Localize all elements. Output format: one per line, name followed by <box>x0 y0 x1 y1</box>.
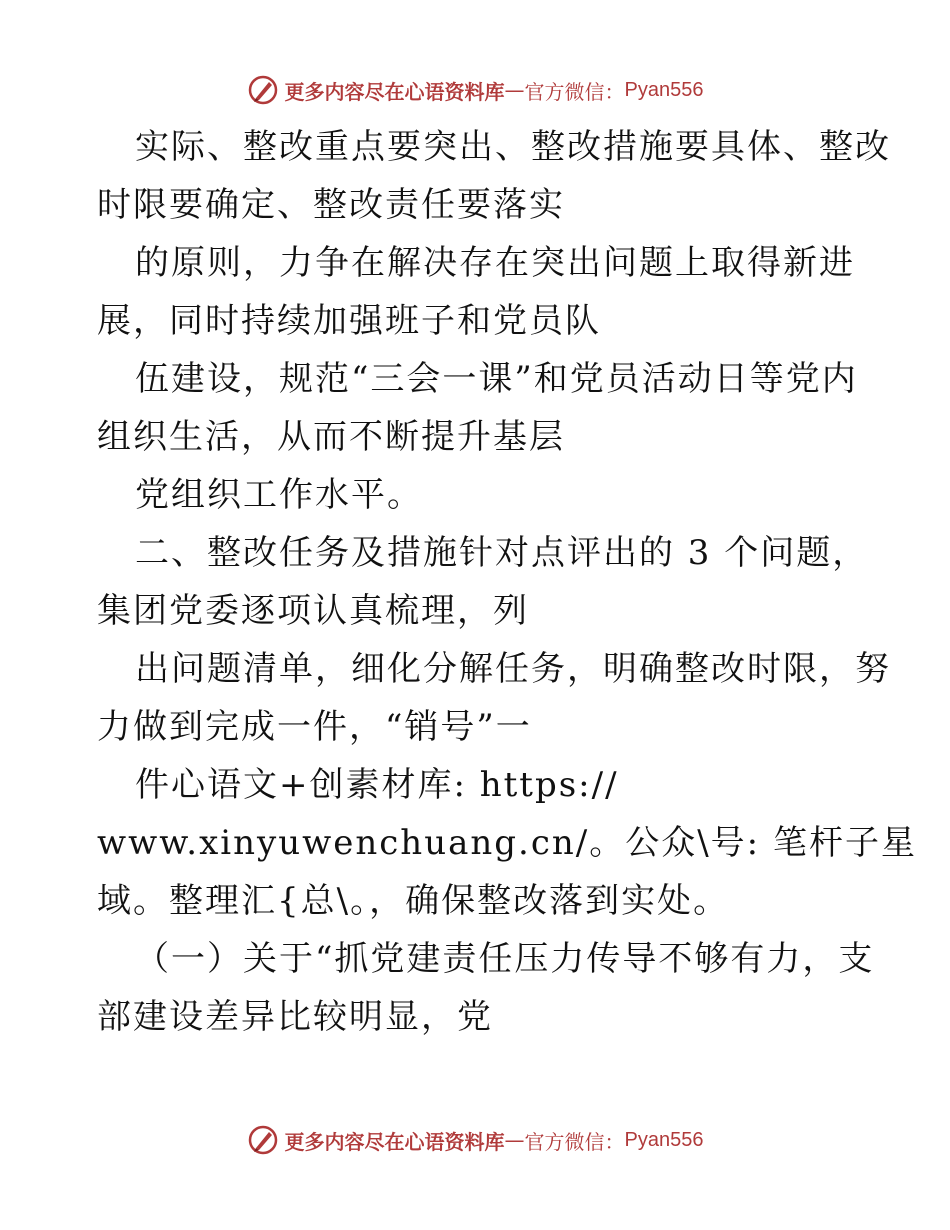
watermark-wechat-id: Pyan556 <box>624 1128 704 1151</box>
watermark-main-text: 更多内容尽在心语资料库 <box>284 1129 505 1154</box>
text-line: 件心语文+创素材库: https:// <box>135 765 619 805</box>
text-line: 实际、整改重点要突出、整改措施要具体、整改 <box>135 127 891 167</box>
text-line: 集团党委逐项认真梳理，列 <box>97 591 529 631</box>
watermark-separator: — <box>504 78 525 102</box>
watermark-wechat-id: Pyan556 <box>624 78 704 101</box>
watermark-main-text: 更多内容尽在心语资料库 <box>284 79 505 104</box>
text-line: 域。整理汇{总\。，确保整改落到实处。 <box>97 881 730 921</box>
text-line: 组织生活，从而不断提升基层 <box>97 417 565 457</box>
text-line: 展，同时持续加强班子和党员队 <box>97 301 601 341</box>
quill-pen-logo-icon <box>247 74 279 106</box>
watermark-wechat-label: 官方微信： <box>524 1129 625 1154</box>
watermark-separator: — <box>504 1128 525 1152</box>
quill-pen-logo-icon <box>247 1124 279 1156</box>
text-line: 力做到完成一件，“销号”一 <box>97 707 532 747</box>
header-watermark <box>0 70 950 110</box>
text-line: 伍建设，规范“三会一课”和党员活动日等党内 <box>135 359 858 399</box>
footer-watermark <box>0 1120 950 1160</box>
text-line: 时限要确定、整改责任要落实 <box>97 185 565 225</box>
document-body <box>97 118 917 1046</box>
text-line: 出问题清单，细化分解任务，明确整改时限，努 <box>135 649 891 689</box>
text-line: 党组织工作水平。 <box>135 475 423 515</box>
text-line: www.xinyuwenchuang.cn/。公众\号: 笔杆子星 <box>97 823 917 863</box>
text-line: 部建设差异比较明显，党 <box>97 997 493 1037</box>
watermark-wechat-label: 官方微信： <box>524 79 625 104</box>
text-line: 二、整改任务及措施针对点评出的 3 个问题， <box>135 533 869 573</box>
text-line: 的原则，力争在解决存在突出问题上取得新进 <box>135 243 855 283</box>
text-line: （一）关于“抓党建责任压力传导不够有力，支 <box>135 939 875 979</box>
